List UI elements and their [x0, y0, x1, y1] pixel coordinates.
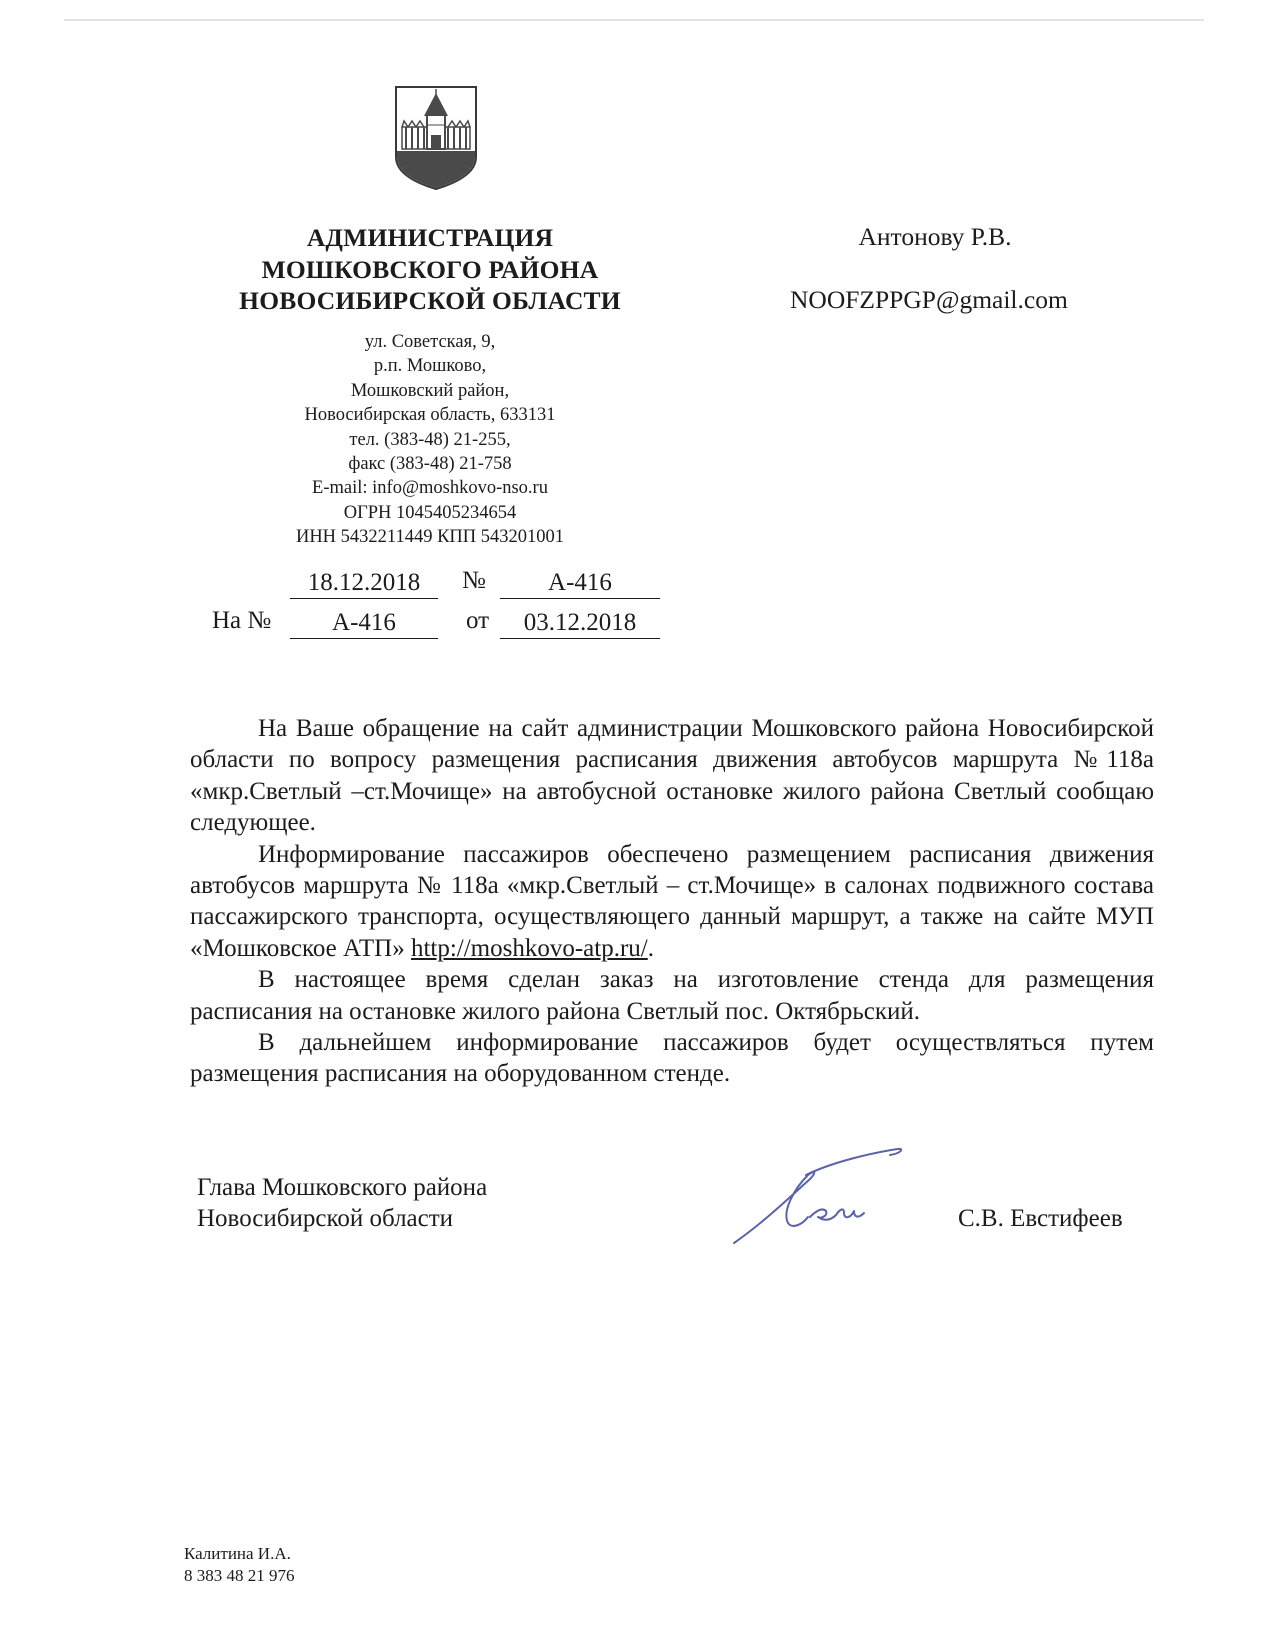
in-reply-label: На № — [212, 607, 272, 634]
address-line: E-mail: info@moshkovo-nso.ru — [312, 478, 548, 499]
recipient-name: Антонову Р.В. — [858, 222, 1012, 251]
atp-website-link[interactable]: http://moshkovo-atp.ru/ — [410, 934, 648, 962]
recipient-email: NOOFZPPGP@gmail.com — [790, 285, 1068, 314]
letter-body — [190, 713, 1154, 1090]
address-line: факс (383-48) 21-758 — [348, 454, 512, 475]
body-paragraph: На Ваше обращение на сайт администрации Мошковского района Новосибирской области по вопросу размещения расписания движения автобусов маршрута №118а «мкр.Светлый –ст.Мочище» на автобусной остановке жилого района Светлый сообщаю следующее. — [190, 715, 1154, 837]
organization-address — [230, 330, 630, 550]
address-line: р.п. Мошково, — [373, 356, 487, 377]
org-title-line: АДМИНИСТРАЦИЯ — [306, 223, 554, 252]
handwritten-signature — [730, 1145, 930, 1245]
address-line: ИНН 5432211449 КПП 543201001 — [295, 527, 565, 548]
outgoing-date-field: 18.12.2018 — [290, 567, 438, 599]
org-title-line: НОВОСИБИРСКОЙ ОБЛАСТИ — [239, 286, 621, 315]
in-reply-date-field: 03.12.2018 — [500, 607, 660, 639]
signatory-position-line: Новосибирской области — [197, 1205, 454, 1232]
address-line: ул. Советская, 9, — [364, 332, 496, 352]
outgoing-number-field: А-416 — [500, 567, 660, 599]
signatory-position — [197, 1172, 487, 1234]
address-line: ОГРН 1045405234654 — [343, 502, 517, 523]
body-paragraph-text: Информирование пассажиров обеспечено размещением расписания движения автобусов маршрута № 118а «мкр.Светлый – ст.Мочище» в салонах подвижного состава пассажирского транспорта, осуществляющего данный маршрут, а также на сайте МУП «Мошковское АТП» — [190, 840, 1154, 962]
org-title-line: МОШКОВСКОГО РАЙОНА — [261, 254, 599, 284]
coat-of-arms-icon — [394, 85, 478, 191]
from-label: от — [466, 607, 490, 634]
executor-info — [184, 1543, 295, 1587]
address-line: тел. (383-48) 21-255, — [349, 429, 511, 450]
address-line: Новосибирская область, 633131 — [304, 405, 556, 426]
body-paragraph: В дальнейшем информирование пассажиров будет осуществляться путем размещения расписания на оборудованном стенде. — [190, 1029, 1154, 1088]
body-paragraph — [190, 839, 1154, 965]
signatory-position-line: Глава Мошковского района — [197, 1174, 488, 1201]
address-line: Мошковский район, — [350, 380, 510, 401]
link-suffix: . — [647, 934, 654, 962]
organization-title — [190, 222, 670, 317]
body-paragraph: В настоящее время сделан заказ на изготовление стенда для размещения расписания на остановке жилого района Светлый пос. Октябрьский. — [190, 966, 1154, 1025]
signatory-name: С.В. Евстифеев — [958, 1205, 1123, 1232]
executor-phone: 8 383 48 21 976 — [184, 1566, 295, 1585]
top-scan-edge — [64, 19, 1204, 21]
executor-name: Калитина И.А. — [184, 1544, 291, 1563]
number-label: № — [462, 567, 486, 594]
in-reply-number-field: А-416 — [290, 607, 438, 639]
